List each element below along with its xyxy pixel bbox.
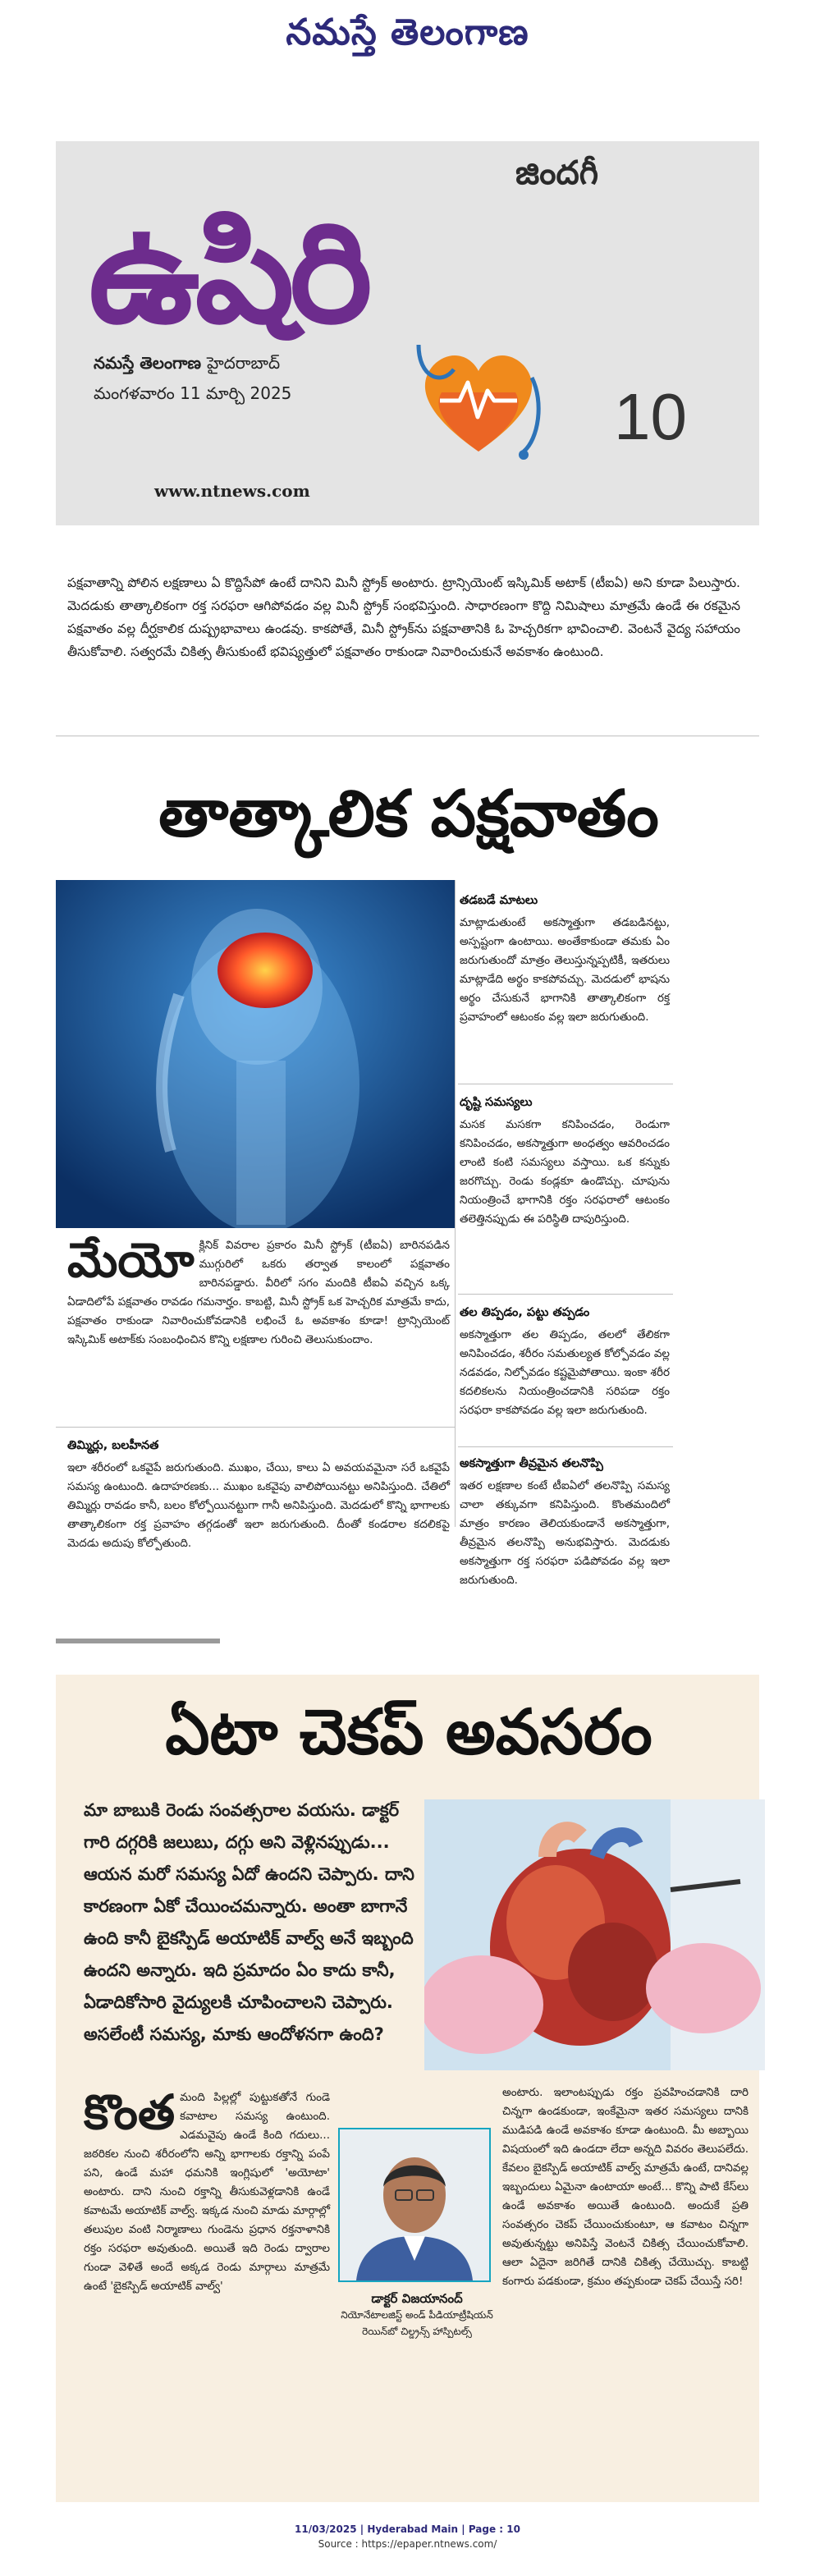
divider xyxy=(458,1294,673,1295)
page-footer xyxy=(0,2522,815,2551)
banner-page-number: 10 xyxy=(614,380,687,453)
divider xyxy=(56,1427,455,1428)
section-numbness xyxy=(67,1437,450,1553)
doctor-hospital: రెయిన్‌బో చిల్డ్రన్స్ హాస్పిటల్స్ xyxy=(362,2326,472,2337)
section-title: తిమ్మిర్లు, బలహీనత xyxy=(67,1439,159,1452)
section-headache xyxy=(460,1455,670,1590)
article2-headline: ఏటా చెకప్ అవసరం xyxy=(165,1695,652,1768)
heart-stethoscope-icon xyxy=(409,328,548,468)
doctor-credit xyxy=(335,2290,499,2340)
answer-left xyxy=(84,2084,330,2296)
divider xyxy=(458,1446,673,1447)
section-body: ఇతర లక్షణాల కంటే టీఐఏలో తలనొప్పి సమస్య చాలా తక్కువగా కనిపిస్తుంది. కొంతమందిలో మాత్రం కారణం తెలియకుండానే అకస్మాత్తుగా, తీవ్రమైన తలనొప్పి అనుభవిస్తారు. మెదడుకు అకస్మాత్తుగా రక్త సరఫరా పడిపోవడం వల్ల ఇలా జరుగుతుంది. xyxy=(460,1479,670,1587)
section-speech xyxy=(460,892,670,1027)
section-title: దృష్టి సమస్యలు xyxy=(460,1096,533,1109)
article1-headline: తాత్కాలిక పక్షవాతం xyxy=(158,777,659,851)
mayo-paragraph xyxy=(67,1232,450,1350)
section-vision xyxy=(460,1093,670,1229)
column-divider xyxy=(455,880,456,1527)
doctor-title: నియోనేటాలజిస్ట్ అండ్ పీడియాట్రీషియన్ xyxy=(341,2309,493,2321)
section-dizziness xyxy=(460,1304,670,1420)
section-body: మసక మసకగా కనిపించడం, రెండుగా కనిపించడం, అకస్మాత్తుగా అంధత్వం ఆవరించడం లాంటి కంటి సమస్యలు వస్తాయి. ఒక కన్నుకు జరగొచ్చు. రెండు కండ్లకూ ఉండొచ్చు. చూపును నియంత్రించే భాగానికి రక్తం సరఫరాలో ఆటంకం తలెత్తినప్పుడు ఈ పరిస్థితి దాపురిస్తుంది. xyxy=(460,1118,670,1226)
answer-lead: కొంత xyxy=(84,2084,176,2140)
banner-brand xyxy=(94,353,280,377)
doctor-photo xyxy=(338,2128,491,2282)
banner-city: హైదరాబాద్ xyxy=(207,353,281,373)
section-body: మాట్లాడుతుంటే అకస్మాత్తుగా తడబడినట్టు, అస్పష్టంగా ఉంటాయి. అంతేకాకుండా తమకు ఏం జరుగుతుందో మాత్రం తెలుస్తున్నప్పటికీ, ఇతరులు మాట్లాడేది అర్థం కాకపోవచ్చు. మెదడులో భాషను అర్థం చేసుకునే భాగానికి తాత్కాలికంగా రక్త ప్రవాహంలో ఆటంకం వల్ల ఇలా జరుగుతుంది. xyxy=(460,916,670,1024)
banner-date: మంగళవారం 11 మార్చి 2025 xyxy=(94,383,292,403)
mayo-lead: మేయో xyxy=(67,1232,195,1288)
section-title: తల తిప్పడం, పట్టు తప్పడం xyxy=(460,1306,590,1319)
article1-intro: పక్షవాతాన్ని పోలిన లక్షణాలు ఏ కొద్దిసేపో ఉంటే దానిని మినీ స్ట్రోక్ అంటారు. ట్రాన్సియెంట్ ఇస్కిమిక్ అటాక్ (టీఐఏ) అని కూడా పిలుస్తారు. మెదడుకు తాత్కాలికంగా రక్త సరఫరా ఆగిపోవడం వల్ల మినీ స్ట్రోక్ సంభవిస్తుంది. సాధారణంగా కొద్ది నిమిషాలు మాత్రమే ఉండే ఈ రకమైన పక్షవాతం వల్ల దీర్ఘకాలిక దుష్ప్రభావాలు ఉండవు. కాకపోతే, మినీ స్ట్రోక్‌ను పక్షవాతానికి ఓ హెచ్చరికగా భావించాలి. వెంటనే వైద్య సహాయం తీసుకోవాలి. సత్వరమే చికిత్స తీసుకుంటే భవిష్యత్తులో పక్షవాతం రాకుండా నివారించుకునే అవకాశం ఉంటుంది. xyxy=(67,575,740,659)
masthead-title: నమస్తే తెలంగాణ xyxy=(286,11,529,53)
banner-website: www.ntnews.com xyxy=(154,481,310,501)
footer-source: Source : https://epaper.ntnews.com/ xyxy=(318,2538,497,2550)
answer-right: అంటారు. ఇలాంటప్పుడు రక్తం ప్రవహించడానికి దారి చిన్నగా ఉండకుండా, ఇంకేమైనా ఇతర సమస్యలు దానికి ముడిపడి ఉండే అవకాశం కూడా ఉంటుంది. మీ అబ్బాయి విషయంలో ఇది ఉండదా లేదా అన్నది వివరం తెలుపలేదు. కేవలం బైకస్పిడ్ అయాటిక్ వాల్వ్ మాత్రమే ఉంటే, దానివల్ల ఇబ్బందులు ఏమైనా ఉంటాయా అంటే... కొన్ని పాటి కేస్‌లు ఉండే అవకాశం అయితే ఉంటుంది. అందుకే ప్రతి సంవత్సరం చెకప్ చేయించుకుంటూ, ఆ కవాటం చిన్నగా అవుతున్నట్టు అనిపిస్తే వెంటనే చికిత్స చేయించుకోవాలి. ఆలా ఏదైనా జరిగితే దానికి చికిత్స చేయొచ్చు. కాబట్టి కంగారు పడకుండా, క్రమం తప్పకుండా చెకప్ చేయిస్తే సరి! xyxy=(502,2086,749,2288)
section-title: తడబడే మాటలు xyxy=(460,894,538,907)
scroll-bar-decoration xyxy=(56,1639,220,1643)
footer-edition: 11/03/2025 | Hyderabad Main | Page : 10 xyxy=(295,2523,520,2535)
banner-brand-name: నమస్తే తెలంగాణ xyxy=(94,353,202,373)
doctor-name: డాక్టర్ విజయానంద్ xyxy=(371,2291,463,2306)
mayo-body: క్లినిక్ వివరాల ప్రకారం మినీ స్ట్రోక్ (టీఐఏ) బారినపడిన ముగ్గురిలో ఒకరు తర్వాత కాలంలో పక్షవాతం బారినపడ్డారు. వీరిలో సగం మందికి టీఐఏ వచ్చిన ఒక్క ఏడాదిలోపే పక్షవాతం రావడం గమనార్హం. కాబట్టి, మినీ స్ట్రోక్ ఒక హెచ్చరిక మాత్రమే కాదు, పక్షవాతం రాకుండా నివారించుకోవడానికి లభించే ఓ అవకాశం కూడా! ట్రాన్సియెంట్ ఇస్కిమిక్ అటాక్‌కు సంబంధించిన కొన్ని లక్షణాల గురించి తెలుసుకుందాం. xyxy=(67,1239,450,1346)
brain-headache-photo xyxy=(56,880,455,1228)
banner-name: ఉషిరి xyxy=(89,190,368,355)
answer-left-body: మంది పిల్లల్లో పుట్టుకతోనే గుండె కవాటాల సమస్య ఉంటుంది. ఎడమవైపు ఉండే కింది గదులు... జఠరికల నుంచి శరీరంలోని అన్ని భాగాలకు రక్తాన్ని పంపే పని, ఉండే మహా ధమనికి ఇంగ్లిషులో 'అయోటా' అంటారు. దాని నుంచి రక్తాన్ని తీసుకువెళ్లడానికి ఉండే కవాటమే అయాటిక్ వాల్వ్. ఇక్కడ నుంచి మాడు మార్గాల్లో తలుపుల వంటి నిర్మాణాలు గుండెను ప్రధాన రక్తనాళానికి రక్తం సరఫరా అవుతుంది. అయితే ఇది రెండు ద్వారాల గుండా వెళితే అందే అక్కడ రెండు మార్గాలు మాత్రమే ఉంటే 'బైకస్పిడ్ అయాటిక్ వాల్వ్' xyxy=(84,2091,330,2293)
doctor-portrait-icon xyxy=(340,2129,489,2280)
banner-section: జిందగీ xyxy=(515,154,599,192)
heart-model-photo xyxy=(424,1799,765,2070)
section-body: ఇలా శరీరంలో ఒకవైపే జరుగుతుంది. ముఖం, చేయి, కాలు ఏ అవయవమైనా సరే ఒకవైపే సమస్య ఉంటుంది. ఉదాహరణకు... ముఖం ఒకవైపు వాలిపోయినట్టు అనిపిస్తుంది. చేతిలో తిమ్మిర్లు రావడం కానీ, బలం కోల్పోయినట్టుగా గానీ అనిపిస్తుంది. మెదడులో కొన్ని భాగాలకు తాత్కాలికంగా రక్త ప్రవాహం తగ్గడంతో ఇలా జరుగుతుంది. దీంతో కండరాల కదలికపై మెదడు అదుపు కోల్పోతుంది. xyxy=(67,1461,450,1550)
section-banner xyxy=(56,141,759,525)
section-body: అకస్మాత్తుగా తల తిప్పడం, తలలో తేలికగా అనిపించడం, శరీరం సమతుల్యత కోల్పోవడం వల్ల నడవడం, నిల్చోవడం కష్టమైపోతాయి. ఇంకా శరీర కదలికలను నియంత్రించడానికి సరిపడా రక్తం సరఫరా కాకపోవడం వల్ల ఇలా జరుగుతుంది. xyxy=(460,1328,670,1417)
question-paragraph: మా బాబుకి రెండు సంవత్సరాల వయసు. డాక్టర్ గారి దగ్గరికి జలుబు, దగ్గు అని వెళ్లినప్పుడు... ఆయన మరో సమస్య ఏదో ఉందని చెప్పారు. దాని కారణంగా ఏకో చేయించమన్నారు. అంతా బాగానే ఉంది కానీ బైకస్పిడ్ అయాటిక్ వాల్వ్ అనే ఇబ్బంది ఉందని అన్నారు. ఇది ప్రమాదం ఏం కాదు కానీ, ఏడాదికోసారి వైద్యులకి చూపించాలని చెప్పారు. అసలేంటీ సమస్య, మాకు ఆందోళనగా ఉంది? xyxy=(84,1800,414,2044)
section-title: అకస్మాత్తుగా తీవ్రమైన తలనొప్పి xyxy=(460,1457,603,1470)
masthead xyxy=(0,0,815,66)
